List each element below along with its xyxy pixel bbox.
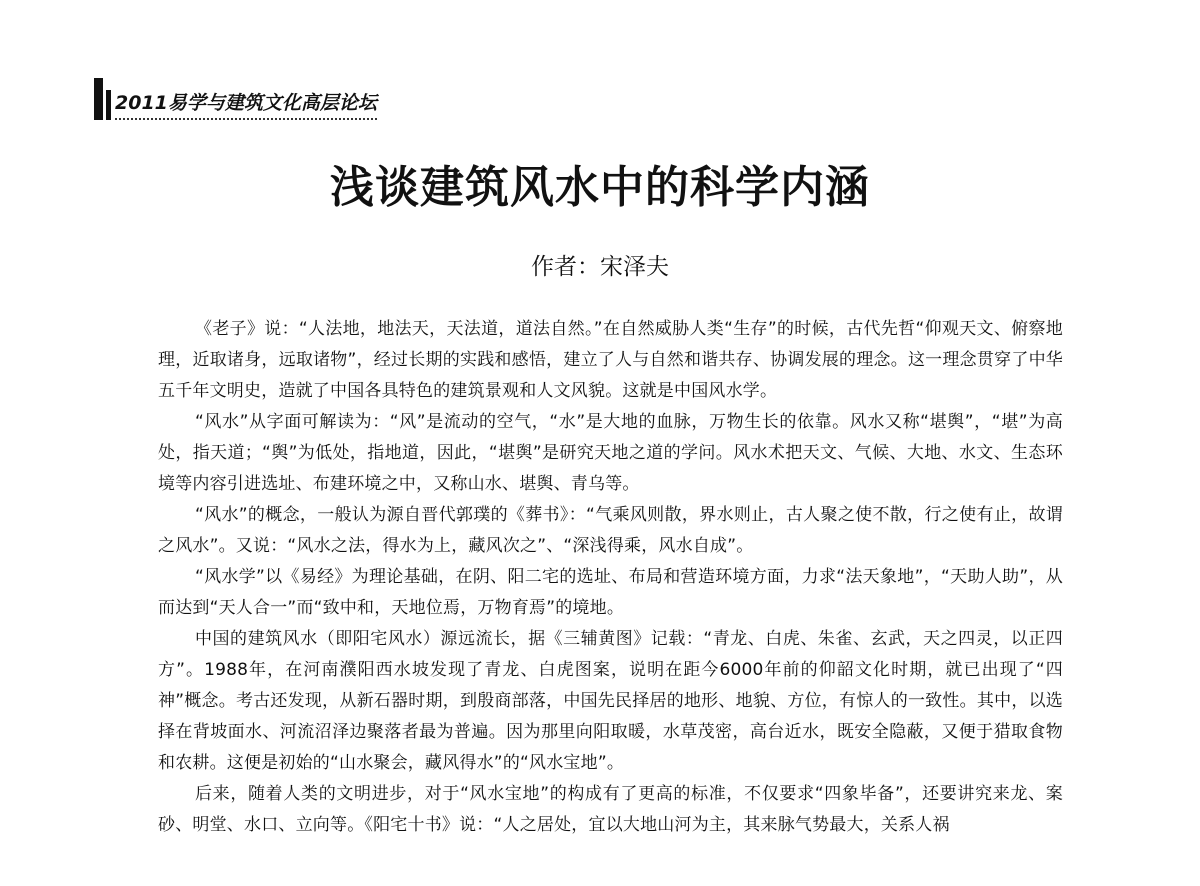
running-header	[94, 78, 377, 120]
paragraph: “风水学”以《易经》为理论基础，在阴、阳二宅的选址、布局和营造环境方面，力求“法天象地”，“天助人助”，从而达到“天人合一”而“致中和，天地位焉，万物育焉”的境地。	[158, 567, 1063, 618]
paragraph: “风水”从字面可解读为：“风”是流动的空气，“水”是大地的血脉，万物生长的依靠。风水又称“堪舆”，“堪”为高处，指天道；“舆”为低处，指地道，因此，“堪舆”是研究天地之道的学问。风水术把天文、气候、大地、水文、生态环境等内容引进选址、布建环境之中，又称山水、堪舆、青乌等。	[158, 412, 1063, 494]
header-bar-thick	[94, 78, 103, 120]
paragraph: 后来，随着人类的文明进步，对于“风水宝地”的构成有了更高的标准，不仅要求“四象毕备”，还要讲究来龙、案砂、明堂、水口、立向等。《阳宅十书》说：“人之居处，宜以大地山河为主，其来脉气势最大，关系人祸	[158, 784, 1063, 835]
header-bar-thin	[106, 90, 111, 120]
paragraph: 《老子》说：“人法地，地法天，天法道，道法自然。”在自然威胁人类“生存”的时候，古代先哲“仰观天文、俯察地理，近取诸身，远取诸物”，经过长期的实践和感悟，建立了人与自然和谐共存、协调发展的理念。这一理念贯穿了中华五千年文明史，造就了中国各具特色的建筑景观和人文风貌。这就是中国风水学。	[158, 319, 1063, 401]
header-bar-mark	[94, 78, 111, 120]
article-title: 浅谈建筑风水中的科学内涵	[330, 162, 870, 213]
article-byline: 作者：宋泽夫	[531, 254, 669, 280]
article-body	[158, 314, 1063, 841]
running-header-text: 2011易学与建筑文化高层论坛	[115, 92, 377, 120]
paragraph: 中国的建筑风水（即阳宅风水）源远流长，据《三辅黄图》记载：“青龙、白虎、朱雀、玄武，天之四灵，以正四方”。1988年，在河南濮阳西水坡发现了青龙、白虎图案，说明在距今6000年前的仰韶文化时期，就已出现了“四神”概念。考古还发现，从新石器时期，到殷商部落，中国先民择居的地形、地貌、方位，有惊人的一致性。其中，以选择在背坡面水、河流沼泽边聚落者最为普遍。因为那里向阳取暖，水草茂密，高台近水，既安全隐蔽，又便于猎取食物和农耕。这便是初始的“山水聚会，藏风得水”的“风水宝地”。	[158, 629, 1063, 773]
paragraph: “风水”的概念，一般认为源自晋代郭璞的《葬书》：“气乘风则散，界水则止，古人聚之使不散，行之使有止，故谓之风水”。又说：“风水之法，得水为上，藏风次之”、“深浅得乘，风水自成”。	[158, 505, 1063, 556]
